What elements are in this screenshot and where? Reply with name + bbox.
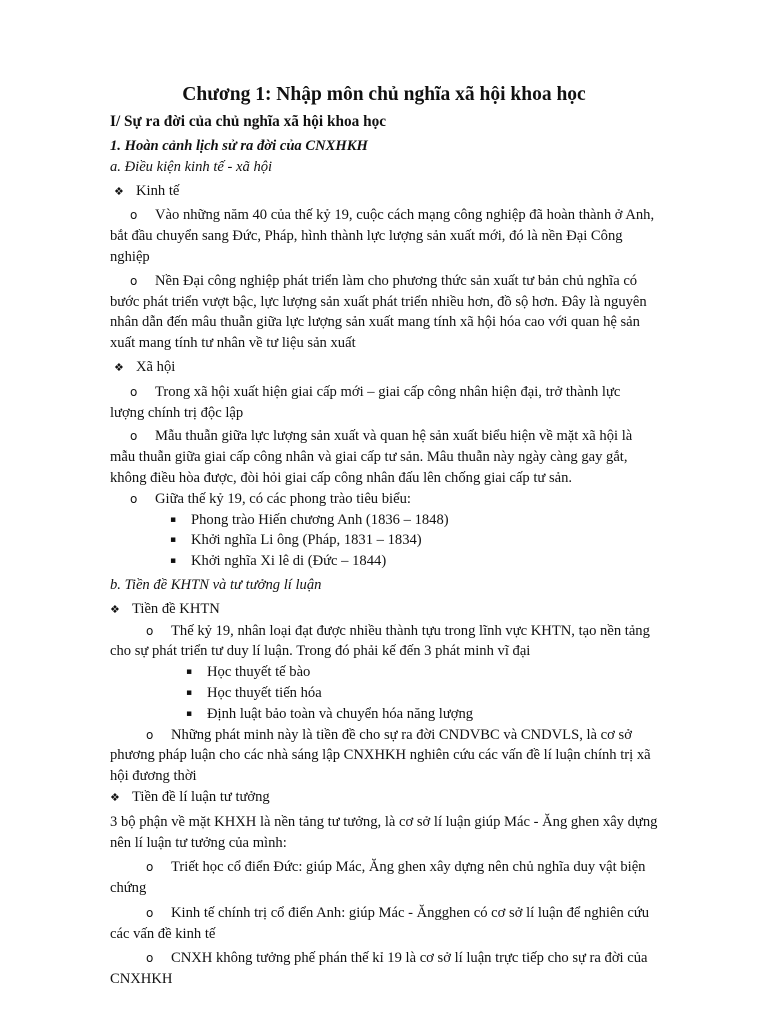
circle-bullet-icon: o xyxy=(146,727,154,742)
square-bullet-icon: ▪ xyxy=(170,556,177,567)
bullet-label: Xã hội xyxy=(136,358,176,375)
list-item-text: Kinh tế chính trị cổ điển Anh: giúp Mác - Ăngghen có cơ sở lí luận để nghiên cứu các vấn đề kinh tế xyxy=(110,904,650,942)
circle-bullet-icon: o xyxy=(146,951,154,966)
list-item-text: Mẫu thuẫn giữa lực lượng sản xuất và quan hệ sản xuất biểu hiện về mặt xã hội là mẫu thuẫn giữa giai cấp công nhân và giai cấp tư sản. Mâu thuẫn này ngày càng gay gắt, không điều hòa được, đòi hỏi giai cấp công nhân đấu lên chống giai cấp tư sản. xyxy=(110,428,633,486)
diamond-bullet-icon: ❖ xyxy=(114,360,124,374)
bullet-kinh-te xyxy=(110,181,658,203)
sub-list-item xyxy=(110,551,658,572)
subheading-historical-context: 1. Hoàn cảnh lịch sử ra đời của CNXHKH xyxy=(110,138,368,154)
square-bullet-icon: ▪ xyxy=(170,514,177,525)
sub-list-item-text: Phong trào Hiến chương Anh (1836 – 1848) xyxy=(191,511,449,528)
diamond-bullet-icon: ❖ xyxy=(110,602,120,616)
document-body xyxy=(110,136,658,990)
sub-list-item-text: Định luật bảo toàn và chuyển hóa năng lượng xyxy=(207,705,474,722)
circle-bullet-icon: o xyxy=(130,273,138,288)
bullet-xa-hoi xyxy=(110,357,658,379)
circle-bullet-icon: o xyxy=(146,905,154,920)
list-item-text: Nền Đại công nghiệp phát triển làm cho phương thức sản xuất tư bản chủ nghĩa có bước phát triển vượt bậc, lực lượng sản xuất phát triển nhiều hơn, đồ sộ hơn. Đây là nguyên nhân dẫn đến mâu thuẫn giữa lực lượng sản xuất mang tính xã hội hóa cao với quan hệ sản xuất mang tính tư nhân về tư liệu sản xuất xyxy=(110,272,647,352)
list-item xyxy=(110,621,658,663)
list-item xyxy=(110,489,658,510)
list-item xyxy=(110,903,658,945)
bullet-tien-de-ly-luan xyxy=(110,787,658,809)
diamond-bullet-icon: ❖ xyxy=(110,790,120,804)
sub-list-item-text: Khởi nghĩa Xi lê di (Đức – 1844) xyxy=(191,553,387,570)
bullet-label: Tiền đề KHTN xyxy=(132,600,220,617)
square-bullet-icon: ▪ xyxy=(170,535,177,546)
list-item-text: Triết học cổ điển Đức: giúp Mác, Ăng ghen xây dựng nên chủ nghĩa duy vật biện chứng xyxy=(110,859,646,897)
list-item xyxy=(110,725,658,787)
list-item xyxy=(110,271,658,354)
sub-list-item xyxy=(110,683,658,704)
list-item-text: Những phát minh này là tiền đề cho sự ra đời CNDVBC và CNDVLS, là cơ sở phương pháp luận cho các nhà sáng lập CNXHKH nghiên cứu các vấn đề lí luận chính trị xã hội đương thời xyxy=(110,726,651,785)
subheading-science-theory-premises: b. Tiền đề KHTN và tư tưởng lí luận xyxy=(110,576,322,593)
square-bullet-icon: ▪ xyxy=(186,687,193,698)
sub-list-item xyxy=(110,530,658,551)
list-item xyxy=(110,382,658,424)
circle-bullet-icon: o xyxy=(130,384,138,399)
bullet-tien-de-khtn xyxy=(110,599,658,621)
sub-list-item-text: Khởi nghĩa Li ông (Pháp, 1831 – 1834) xyxy=(191,532,422,549)
circle-bullet-icon: o xyxy=(146,623,154,638)
section-heading: I/ Sự ra đời của chủ nghĩa xã hội khoa học xyxy=(110,113,387,130)
list-item-text: CNXH không tưởng phế phán thế kỉ 19 là cơ sở lí luận trực tiếp cho sự ra đời của CNXHKH xyxy=(110,950,648,988)
sub-list-item xyxy=(110,510,658,531)
square-bullet-icon: ▪ xyxy=(186,708,193,719)
circle-bullet-icon: o xyxy=(130,208,138,223)
list-item xyxy=(110,205,658,267)
square-bullet-icon: ▪ xyxy=(186,667,193,678)
subheading-economic-social-conditions: a. Điều kiện kinh tế - xã hội xyxy=(110,158,273,175)
sub-list-item-text: Học thuyết tế bào xyxy=(207,664,311,681)
list-item-text: Thế kỷ 19, nhân loại đạt được nhiều thành tựu trong lĩnh vực KHTN, tạo nền tảng cho sự phát triển tư duy lí luận. Trong đó phải kế đến 3 phát minh vĩ đại xyxy=(110,622,650,660)
sub-list-item xyxy=(110,662,658,683)
circle-bullet-icon: o xyxy=(130,429,138,444)
list-item xyxy=(110,948,658,990)
sub-list-item-text: Học thuyết tiến hóa xyxy=(207,684,322,701)
paragraph: 3 bộ phận về mặt KHXH là nền tảng tư tưởng, là cơ sở lí luận giúp Mác - Ăng ghen xây dựng nên lí luận tư tưởng của mình: xyxy=(110,813,658,851)
circle-bullet-icon: o xyxy=(146,860,154,875)
bullet-label: Tiền đề lí luận tư tưởng xyxy=(132,788,270,805)
list-item xyxy=(110,857,658,899)
circle-bullet-icon: o xyxy=(130,491,138,506)
list-item-text: Giữa thế kỷ 19, có các phong trào tiêu biểu: xyxy=(155,490,411,507)
bullet-label: Kinh tế xyxy=(136,182,180,199)
list-item xyxy=(110,426,658,488)
sub-list-item xyxy=(110,704,658,725)
list-item-text: Vào những năm 40 của thế kỷ 19, cuộc cách mạng công nghiệp đã hoàn thành ở Anh, bắt đầu chuyển sang Đức, Pháp, hình thành lực lượng sản xuất mới, đó là nền Đại Công nghiệp xyxy=(110,207,655,265)
diamond-bullet-icon: ❖ xyxy=(114,184,124,198)
list-item-text: Trong xã hội xuất hiện giai cấp mới – giai cấp công nhân hiện đại, trở thành lực lượng chính trị độc lập xyxy=(110,383,621,421)
page-title: Chương 1: Nhập môn chủ nghĩa xã hội khoa học xyxy=(182,84,586,105)
